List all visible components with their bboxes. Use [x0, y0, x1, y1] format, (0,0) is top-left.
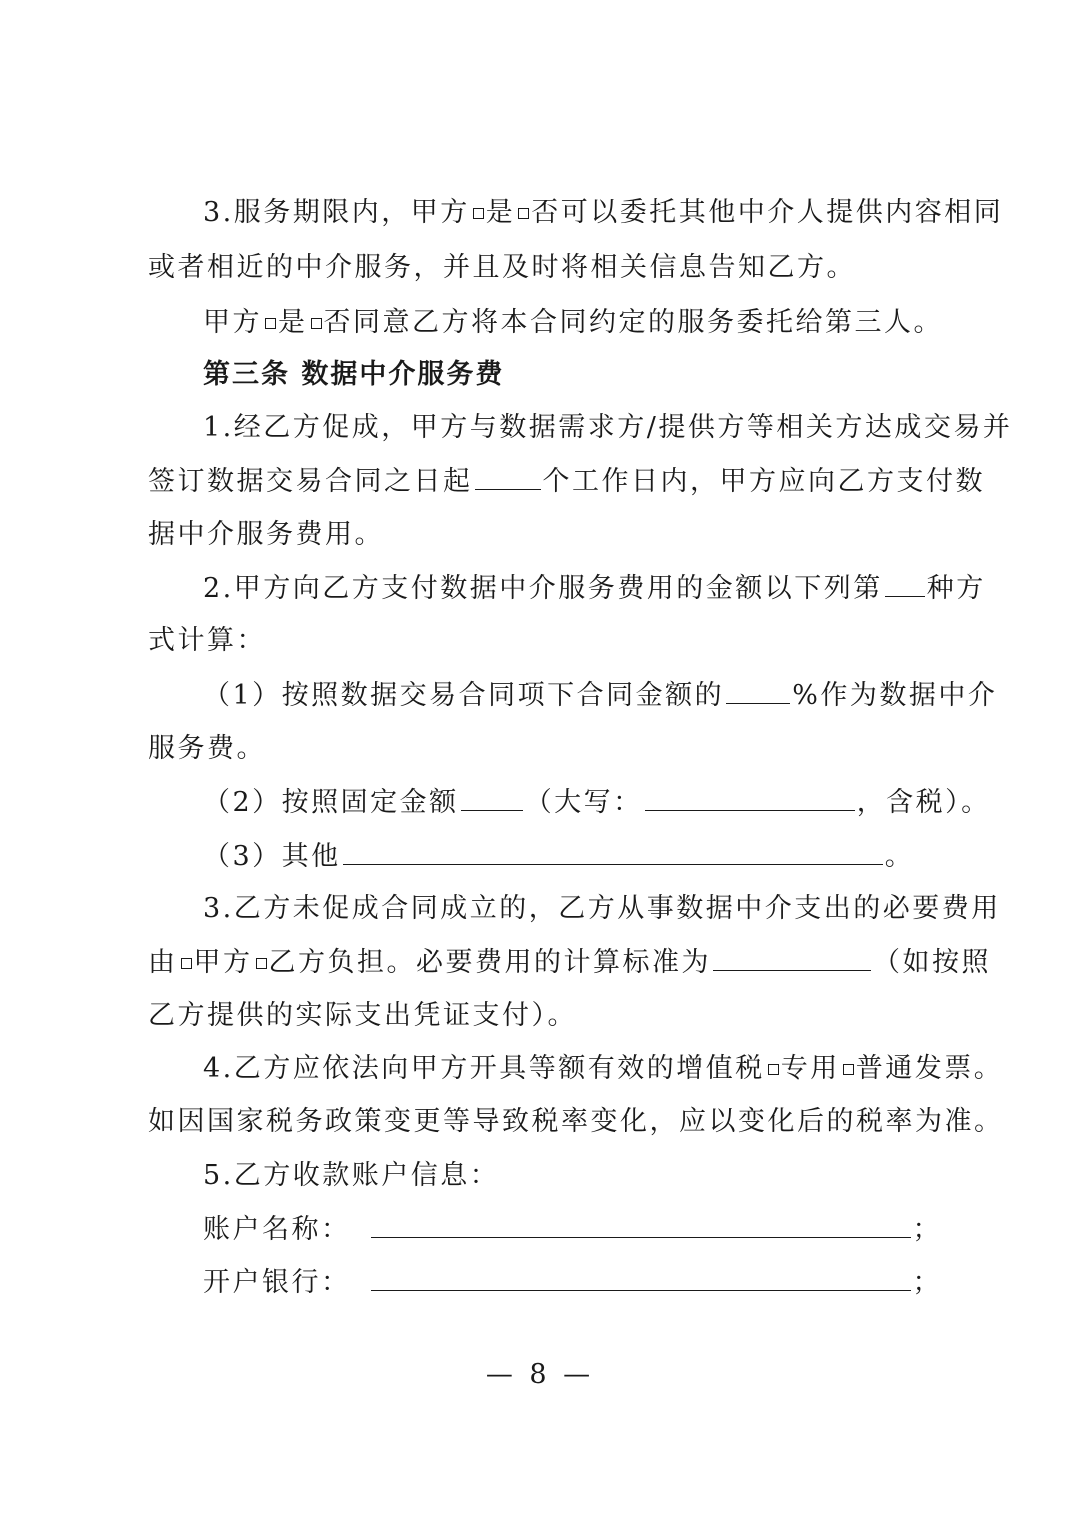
- text: 如因国家税务政策变更等导致税率变化，应以变化后的税率为准。: [148, 1106, 1004, 1137]
- text: 否可以委托其他中介人提供内容相同: [531, 197, 1004, 228]
- text: 服务费。: [148, 733, 266, 764]
- account-name-label: 账户名称：: [203, 1214, 351, 1245]
- fee-item-1-line-2: [148, 461, 985, 502]
- section-heading: 第三条 数据中介服务费: [203, 359, 505, 390]
- option-1-line-2: [148, 729, 266, 769]
- option-2-line: [203, 782, 991, 823]
- text: 据中介服务费用。: [148, 519, 384, 550]
- fee-item-3-line-2: [148, 942, 991, 983]
- blank-field: [885, 568, 925, 597]
- text: 签订数据交易合同之日起: [148, 466, 473, 497]
- fee-item-3-line-3: [148, 996, 577, 1036]
- checkbox-icon: [768, 1064, 779, 1075]
- text: %作为数据中介: [792, 680, 998, 711]
- blank-field: [713, 942, 871, 971]
- option-1-line-1: [203, 675, 997, 716]
- checkbox-icon: [181, 958, 192, 969]
- blank-field: [461, 782, 523, 811]
- text: 3.乙方未促成合同成立的，乙方从事数据中介支出的必要费用: [203, 893, 1001, 924]
- text: （如按照: [873, 947, 991, 978]
- checkbox-icon: [473, 208, 484, 219]
- blank-field: [343, 836, 883, 865]
- text: 甲方: [203, 307, 262, 338]
- text: 是: [278, 307, 308, 338]
- account-name-line: [203, 1209, 942, 1250]
- bank-name-label: 开户银行：: [203, 1267, 351, 1298]
- fee-item-4-line-2: [148, 1102, 1004, 1142]
- fee-item-2-line-2: [148, 621, 266, 661]
- fee-item-4-line-1: [203, 1049, 1003, 1089]
- bank-name-line: [203, 1262, 942, 1303]
- text: 或者相近的中介服务，并且及时将相关信息告知乙方。: [148, 252, 856, 283]
- text: 4.乙方应依法向甲方开具等额有效的增值税: [203, 1053, 765, 1084]
- text: 3.服务期限内，甲方: [203, 197, 470, 228]
- text: 式计算：: [148, 625, 266, 656]
- fee-item-1-line-3: [148, 515, 384, 555]
- page-number: — 8 —: [485, 1359, 595, 1390]
- checkbox-icon: [256, 958, 267, 969]
- text: 由: [148, 947, 178, 978]
- fee-item-1-line-1: [203, 408, 1012, 448]
- text: （3）其他: [203, 841, 341, 872]
- checkbox-icon: [843, 1064, 854, 1075]
- text: 2.甲方向乙方支付数据中介服务费用的金额以下列第: [203, 573, 883, 604]
- blank-field: [371, 1209, 911, 1238]
- checkbox-icon: [311, 318, 322, 329]
- text: 乙方提供的实际支出凭证支付）。: [148, 1000, 577, 1031]
- checkbox-icon: [265, 318, 276, 329]
- clause-3-consent-line: [203, 303, 943, 343]
- text: ；: [912, 1214, 942, 1245]
- text: 种方: [926, 573, 986, 604]
- option-3-line: [203, 836, 914, 877]
- text: 是: [485, 197, 516, 228]
- text: 乙方负担。必要费用的计算标准为: [268, 947, 711, 978]
- text: 。: [884, 841, 915, 872]
- fee-item-2-line-1: [203, 568, 986, 609]
- text: 5.乙方收款账户信息：: [203, 1160, 500, 1191]
- text: 甲方: [193, 947, 253, 978]
- text: （2）按照固定金额: [203, 787, 459, 818]
- clause-3-line-2: [148, 248, 856, 288]
- text: 普通发票。: [855, 1053, 1004, 1084]
- text: （1）按照数据交易合同项下合同金额的: [203, 680, 725, 711]
- text: 专用: [780, 1053, 840, 1084]
- blank-field: [726, 675, 790, 704]
- blank-field: [645, 782, 855, 811]
- blank-field: [475, 461, 541, 490]
- text: ；: [912, 1267, 942, 1298]
- text: （大写：: [524, 787, 643, 818]
- text: 否同意乙方将本合同约定的服务委托给第三人。: [323, 307, 943, 338]
- text: 个工作日内，甲方应向乙方支付数: [542, 466, 985, 497]
- clause-3-line-1: [203, 193, 1003, 233]
- text: ，含税）。: [856, 787, 991, 818]
- text: 1.经乙方促成，甲方与数据需求方/提供方等相关方达成交易并: [203, 412, 1013, 443]
- fee-item-3-line-1: [203, 889, 1001, 929]
- checkbox-icon: [518, 208, 529, 219]
- blank-field: [371, 1262, 911, 1291]
- fee-item-5-line: [203, 1156, 499, 1196]
